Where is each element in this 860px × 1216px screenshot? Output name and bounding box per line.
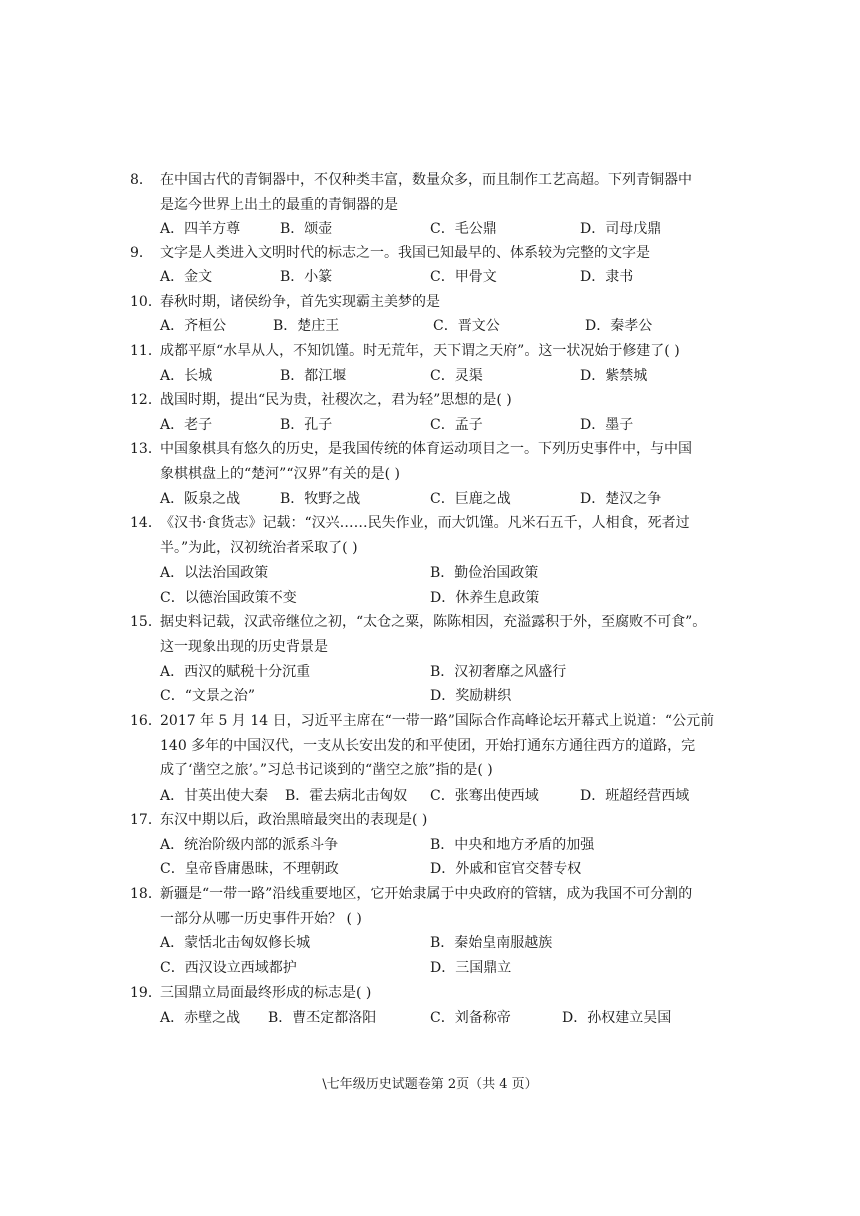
question-17 (130, 808, 742, 833)
option-d: D．外戚和宦官交替专权 (430, 861, 582, 877)
question-13 (130, 437, 742, 486)
option-a: A．四羊方尊 (160, 221, 241, 237)
question-15 (130, 610, 742, 659)
option-b: B．曹丕定都洛阳 (268, 1010, 377, 1026)
option-b: B．小篆 (280, 269, 333, 285)
options-row (160, 684, 750, 709)
option-c: C．西汉设立西域都护 (160, 960, 297, 976)
option-b: B．颂壶 (280, 221, 333, 237)
options-row (160, 857, 750, 882)
question-stem: 《汉书·食货志》记载：“汉兴……民失作业，而大饥馑。凡米石五千，人相食，死者过 (160, 515, 690, 531)
option-b: B．勤俭治国政策 (430, 565, 539, 581)
question-number: 12． (130, 392, 162, 408)
question-stem: 在中国古代的青铜器中，不仅种类丰富，数量众多，而且制作工艺高超。下列青铜器中 (160, 172, 692, 188)
option-a: A．齐桓公 (160, 318, 227, 334)
question-stem: 据史料记载，汉武帝继位之初，“太仓之粟，陈陈相因，充溢露积于外，至腐败不可食”。 (160, 614, 707, 630)
question-stem: 象棋棋盘上的“楚河”“汉界”有关的是( ) (160, 465, 401, 482)
option-b: B．霍去病北击匈奴 (285, 788, 408, 804)
question-number: 9． (130, 245, 153, 261)
question-stem: 成都平原“水旱从人，不知饥馑。时无荒年，天下谓之天府”。这一状况始于修建了( ) (160, 343, 680, 359)
question-stem: 中国象棋具有悠久的历史，是我国传统的体育运动项目之一。下列历史事件中，与中国 (160, 441, 692, 457)
options-row (160, 217, 750, 242)
question-number: 17． (130, 812, 162, 828)
options-row (160, 784, 750, 809)
question-11 (130, 339, 742, 364)
option-a: A．老子 (160, 417, 213, 433)
options-row (160, 265, 750, 290)
question-number: 15． (130, 614, 162, 630)
option-c: C．刘备称帝 (430, 1010, 511, 1026)
option-a: A．西汉的赋税十分沉重 (160, 664, 311, 680)
option-c: C．皇帝昏庸愚昧，不理朝政 (160, 861, 339, 877)
option-b: B．牧野之战 (280, 491, 361, 507)
page-footer: \七年级历史试题卷第 2页（共 4 页） (322, 1077, 538, 1092)
question-number: 11． (130, 343, 162, 359)
question-stem: 这一现象出现的历史背景是 (160, 638, 328, 655)
options-row (160, 660, 750, 685)
option-c: C．甲骨文 (430, 269, 497, 285)
options-row (160, 833, 750, 858)
option-a: A．统治阶级内部的派系斗争 (160, 837, 339, 853)
question-stem: 春秋时期，诸侯纷争，首先实现霸主美梦的是 (160, 294, 440, 310)
option-a: A．蒙恬北击匈奴修长城 (160, 935, 311, 951)
option-c: C．“文景之治” (160, 688, 256, 704)
question-stem: 成了‘凿空之旅’。”习总书记谈到的“凿空之旅”指的是( ) (160, 762, 493, 779)
option-c: C．灵渠 (430, 368, 483, 384)
question-18 (130, 882, 742, 931)
option-b: B．汉初奢靡之风盛行 (430, 664, 567, 680)
option-b: B．秦始皇南服越族 (430, 935, 553, 951)
options-row (160, 931, 750, 956)
options-row (160, 561, 750, 586)
question-14 (130, 511, 742, 560)
option-c: C．孟子 (430, 417, 483, 433)
option-a: A．以法治国政策 (160, 565, 269, 581)
question-9 (130, 241, 742, 266)
option-d: D．楚汉之争 (580, 491, 662, 507)
option-b: B．楚庄王 (273, 318, 340, 334)
question-10 (130, 290, 742, 315)
option-d: D．班超经营西域 (580, 788, 690, 804)
option-d: D．墨子 (580, 417, 634, 433)
option-c: C．毛公鼎 (430, 221, 497, 237)
question-stem: 2017 年 5 月 14 日，习近平主席在“一带一路”国际合作高峰论坛开幕式上说道：“公元前 (160, 713, 715, 729)
option-a: A．阪泉之战 (160, 491, 241, 507)
question-stem: 文字是人类进入文明时代的标志之一。我国已知最早的、体系较为完整的文字是 (160, 245, 650, 261)
option-d: D．秦孝公 (585, 318, 653, 334)
question-stem: 是迄今世界上出土的最重的青铜器的是 (160, 196, 398, 213)
options-row (160, 956, 750, 981)
options-row (160, 586, 750, 611)
question-stem: 一部分从哪一历史事件开始？ ( ) (160, 910, 362, 927)
option-d: D．隶书 (580, 269, 634, 285)
option-b: B．都江堰 (280, 368, 347, 384)
question-stem: 新疆是“一带一路”沿线重要地区，它开始隶属于中央政府的管辖，成为我国不可分割的 (160, 886, 693, 902)
question-number: 8． (130, 172, 153, 188)
option-d: D．休养生息政策 (430, 590, 540, 606)
question-number: 13． (130, 441, 162, 457)
option-d: D．紫禁城 (580, 368, 648, 384)
options-row (160, 314, 750, 339)
options-row (160, 413, 750, 438)
option-b: B．孔子 (280, 417, 333, 433)
options-row (160, 1006, 750, 1031)
options-row (160, 364, 750, 389)
option-a: A．金文 (160, 269, 213, 285)
option-c: C．张骞出使西域 (430, 788, 539, 804)
question-stem: 140 多年的中国汉代，一支从长安出发的和平使团，开始打通东方通往西方的道路，完 (160, 737, 696, 754)
option-a: A．甘英出使大秦 (160, 788, 269, 804)
question-number: 18． (130, 886, 162, 902)
option-c: C．晋文公 (433, 318, 500, 334)
question-stem: 战国时期，提出“民为贵，社稷次之，君为轻”思想的是( ) (160, 392, 512, 408)
options-row (160, 487, 750, 512)
option-a: A．长城 (160, 368, 213, 384)
option-a: A．赤壁之战 (160, 1010, 241, 1026)
option-c: C．巨鹿之战 (430, 491, 511, 507)
question-number: 14． (130, 515, 162, 531)
question-number: 10． (130, 294, 162, 310)
question-8 (130, 168, 742, 217)
question-19 (130, 981, 742, 1006)
option-d: D．三国鼎立 (430, 960, 512, 976)
question-12 (130, 388, 742, 413)
question-stem: 三国鼎立局面最终形成的标志是( ) (160, 985, 372, 1001)
option-d: D．孙权建立吴国 (562, 1010, 672, 1026)
option-b: B．中央和地方矛盾的加强 (430, 837, 595, 853)
question-stem: 半。”为此，汉初统治者采取了( ) (160, 539, 358, 556)
option-d: D．奖励耕织 (430, 688, 512, 704)
option-c: C．以德治国政策不变 (160, 590, 297, 606)
question-number: 16． (130, 713, 162, 729)
question-stem: 东汉中期以后，政治黑暗最突出的表现是( ) (160, 812, 428, 828)
question-number: 19． (130, 985, 162, 1001)
question-16 (130, 709, 742, 783)
option-d: D．司母戊鼎 (580, 221, 662, 237)
